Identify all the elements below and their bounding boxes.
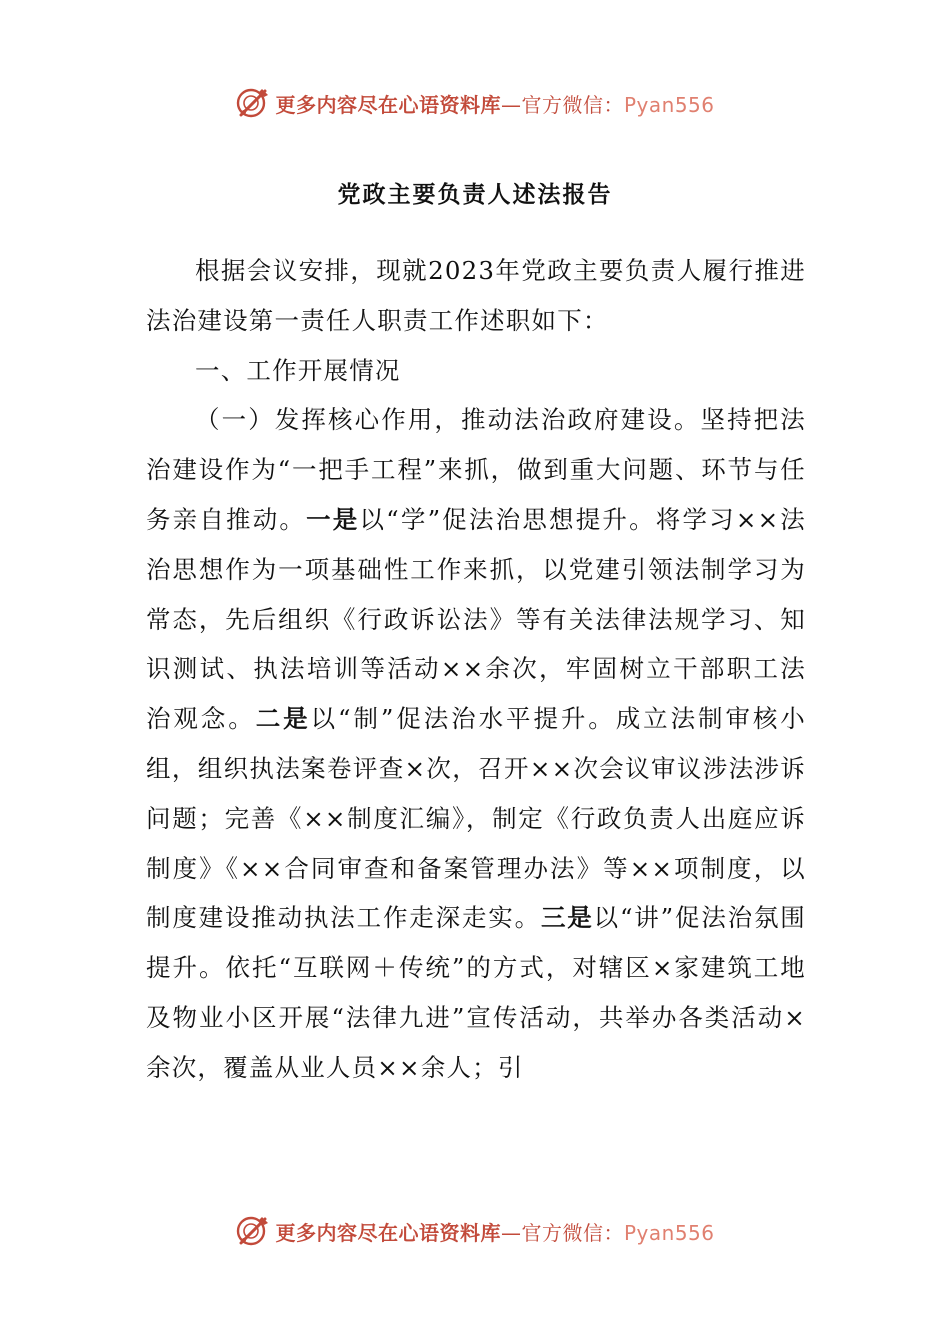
keyword-third: 三是: [540, 903, 594, 933]
pen-seal-logo-icon: [235, 1213, 271, 1249]
watermark-separator: —: [500, 92, 522, 117]
watermark-wechat-label: 官方微信：: [521, 92, 624, 117]
document-title: 党政主要负责人述法报告: [337, 181, 613, 208]
watermark-main-text: 更多内容尽在心语资料库: [275, 92, 501, 117]
paragraph-lead: （一）发挥核心作用，推动法治政府建设。坚持把法治建设作为“一把手工程”来抓，做到重大问题、环节与任务亲自推动。: [146, 405, 806, 534]
point-1-text: 以“学”促法治思想提升。将学习××法治思想作为一项基础性工作来抓，以党建引领法制学习为常态，先后组织《行政诉讼法》等有关法律法规学习、知识测试、执法培训等活动××余次，牢固树立干部职工法治观念。: [146, 504, 806, 734]
pen-seal-logo-icon: [235, 85, 271, 121]
watermark-wechat-id: Pyan556: [623, 1220, 715, 1245]
watermark-wechat-label: 官方微信：: [521, 1220, 624, 1245]
point-3-text: 以“讲”促法治氛围提升。依托“互联网＋传统”的方式，对辖区×家建筑工地及物业小区开展“法律九进”宣传活动，共举办各类活动×余次，覆盖从业人员××余人；引: [146, 903, 807, 1082]
keyword-second: 二是: [255, 704, 311, 734]
document-body: [146, 246, 806, 1093]
watermark-wechat-id: Pyan556: [623, 92, 715, 117]
point-2-text: 以“制”促法治水平提升。成立法制审核小组，组织执法案卷评查×次，召开××次会议审议涉法涉诉问题；完善《××制度汇编》，制定《行政负责人出庭应诉制度》《××合同审查和备案管理办法》等××项制度，以制度建设推动执法工作走深走实。: [146, 704, 806, 933]
watermark-footer: [0, 1208, 950, 1254]
keyword-first: 一是: [306, 504, 360, 534]
paragraph-1: [146, 395, 806, 1092]
intro-paragraph: 根据会议安排，现就2023年党政主要负责人履行推进法治建设第一责任人职责工作述职如下：: [146, 256, 806, 335]
watermark-main-text: 更多内容尽在心语资料库: [275, 1220, 501, 1245]
watermark-header: [0, 80, 950, 126]
section-heading: 一、工作开展情况: [195, 355, 401, 385]
watermark-separator: —: [500, 1220, 522, 1245]
